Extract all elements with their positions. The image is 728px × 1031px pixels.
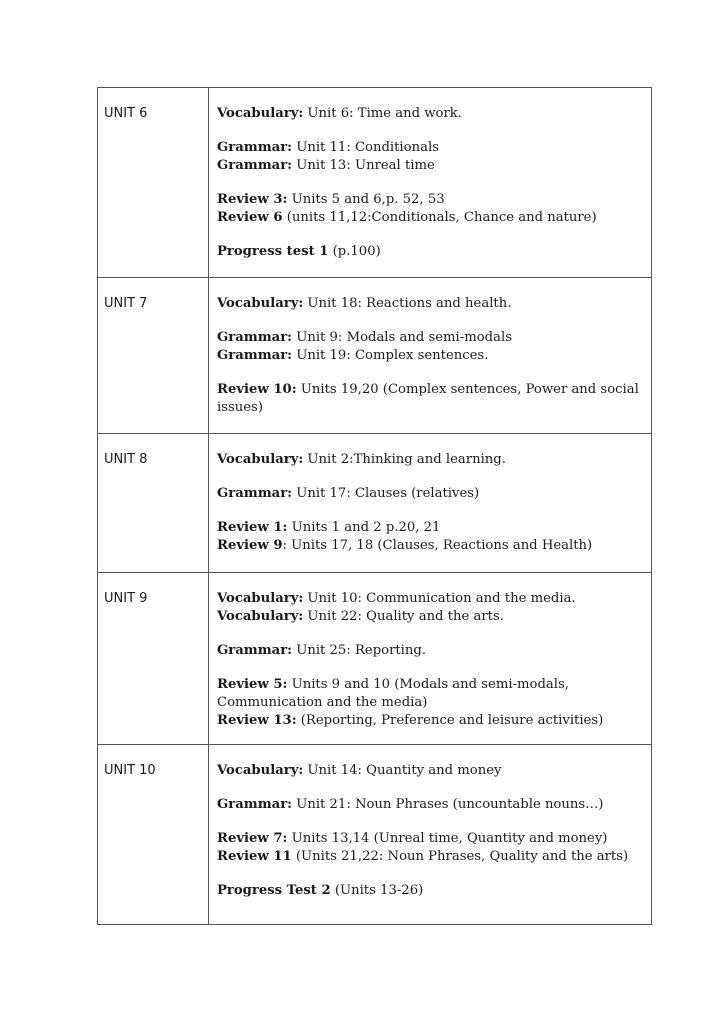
topic-label: Grammar: (217, 348, 293, 363)
topic-label: Review 1: (217, 520, 288, 535)
topic-group (217, 519, 643, 555)
content-cell (209, 278, 652, 434)
topic-line (217, 157, 643, 175)
table-row (98, 88, 652, 278)
topic-line (217, 590, 643, 608)
topic-line (217, 642, 643, 660)
topic-group (217, 830, 643, 866)
topic-label: Progress Test 2 (217, 883, 331, 898)
topic-line (217, 608, 643, 626)
topic-text: Unit 11: Conditionals (292, 140, 439, 155)
topic-line (217, 762, 643, 780)
topic-text: Unit 14: Quantity and money (303, 763, 502, 778)
topic-group (217, 329, 643, 365)
topic-group (217, 295, 643, 313)
topic-label: Review 7: (217, 831, 288, 846)
topic-group (217, 139, 643, 175)
topic-label: Vocabulary: (217, 591, 304, 606)
topic-label: Vocabulary: (217, 609, 304, 624)
topic-text: Unit 9: Modals and semi-modals (292, 330, 512, 345)
topic-line (217, 295, 643, 313)
topic-label: Review 10: (217, 382, 297, 397)
topic-group (217, 381, 643, 417)
topic-label: Vocabulary: (217, 452, 304, 467)
topic-group (217, 451, 643, 469)
topic-group (217, 590, 643, 626)
topic-line (217, 191, 643, 209)
topic-label: Vocabulary: (217, 763, 304, 778)
topic-label: Review 6 (217, 210, 283, 225)
topic-text: (Reporting, Preference and leisure activities) (296, 713, 604, 728)
topic-text: Unit 2:Thinking and learning. (303, 452, 506, 467)
topic-line (217, 796, 643, 814)
syllabus-table (97, 87, 652, 925)
topic-label: Grammar: (217, 330, 293, 345)
topic-label: Review 3: (217, 192, 288, 207)
topic-text: Unit 21: Noun Phrases (uncountable nouns…) (292, 797, 604, 812)
topic-label: Progress test 1 (217, 244, 329, 259)
topic-text: Unit 13: Unreal time (292, 158, 435, 173)
topic-text: (Units 21,22: Noun Phrases, Quality and the arts) (291, 849, 629, 864)
topic-text: (Units 13-26) (330, 883, 424, 898)
content-cell (209, 88, 652, 278)
topic-line (217, 381, 643, 417)
topic-text: Unit 22: Quality and the arts. (303, 609, 504, 624)
topic-text: Units 13,14 (Unreal time, Quantity and money) (287, 831, 608, 846)
topic-text: Unit 17: Clauses (relatives) (292, 486, 480, 501)
topic-line (217, 848, 643, 866)
topic-label: Grammar: (217, 797, 293, 812)
topic-text: Unit 10: Communication and the media. (303, 591, 576, 606)
topic-line (217, 209, 643, 227)
topic-group (217, 882, 643, 900)
topic-line (217, 329, 643, 347)
topic-label: Review 9 (217, 538, 283, 553)
unit-cell: UNIT 7 (98, 278, 209, 434)
table-row (98, 573, 652, 745)
topic-line (217, 712, 643, 730)
topic-text: Unit 6: Time and work. (303, 106, 462, 121)
content-cell (209, 573, 652, 745)
topic-line (217, 451, 643, 469)
topic-line (217, 485, 643, 503)
topic-text: Unit 19: Complex sentences. (292, 348, 489, 363)
topic-line (217, 105, 643, 123)
topic-text: Units 19,20 (Complex sentences, Power and social issues) (217, 382, 639, 415)
topic-label: Review 5: (217, 677, 288, 692)
topic-text: (units 11,12:Conditionals, Chance and nature) (282, 210, 597, 225)
topic-label: Grammar: (217, 140, 293, 155)
syllabus-table-body (98, 88, 652, 925)
topic-group (217, 243, 643, 261)
topic-line (217, 830, 643, 848)
topic-text: Units 1 and 2 p.20, 21 (287, 520, 441, 535)
topic-label: Review 11 (217, 849, 292, 864)
topic-group (217, 105, 643, 123)
topic-label: Review 13: (217, 713, 297, 728)
unit-cell: UNIT 9 (98, 573, 209, 745)
topic-line (217, 537, 643, 555)
content-cell (209, 745, 652, 925)
topic-label: Grammar: (217, 158, 293, 173)
topic-text: (p.100) (328, 244, 381, 259)
topic-line (217, 243, 643, 261)
topic-label: Vocabulary: (217, 106, 304, 121)
topic-group (217, 642, 643, 660)
topic-line (217, 139, 643, 157)
table-row (98, 278, 652, 434)
unit-cell: UNIT 8 (98, 434, 209, 573)
table-row (98, 745, 652, 925)
topic-line (217, 882, 643, 900)
topic-line (217, 676, 643, 712)
topic-group (217, 485, 643, 503)
topic-text: Units 5 and 6,p. 52, 53 (287, 192, 445, 207)
unit-cell: UNIT 6 (98, 88, 209, 278)
topic-text: Unit 25: Reporting. (292, 643, 427, 658)
table-row (98, 434, 652, 573)
topic-text: : Units 17, 18 (Clauses, Reactions and Health) (282, 538, 593, 553)
topic-text: Units 9 and 10 (Modals and semi-modals, Communication and the media) (217, 677, 569, 710)
topic-label: Vocabulary: (217, 296, 304, 311)
topic-text: Unit 18: Reactions and health. (303, 296, 512, 311)
topic-line (217, 519, 643, 537)
topic-line (217, 347, 643, 365)
topic-group (217, 796, 643, 814)
unit-cell: UNIT 10 (98, 745, 209, 925)
topic-label: Grammar: (217, 486, 293, 501)
topic-group (217, 762, 643, 780)
content-cell (209, 434, 652, 573)
topic-group (217, 191, 643, 227)
topic-group (217, 676, 643, 730)
topic-label: Grammar: (217, 643, 293, 658)
